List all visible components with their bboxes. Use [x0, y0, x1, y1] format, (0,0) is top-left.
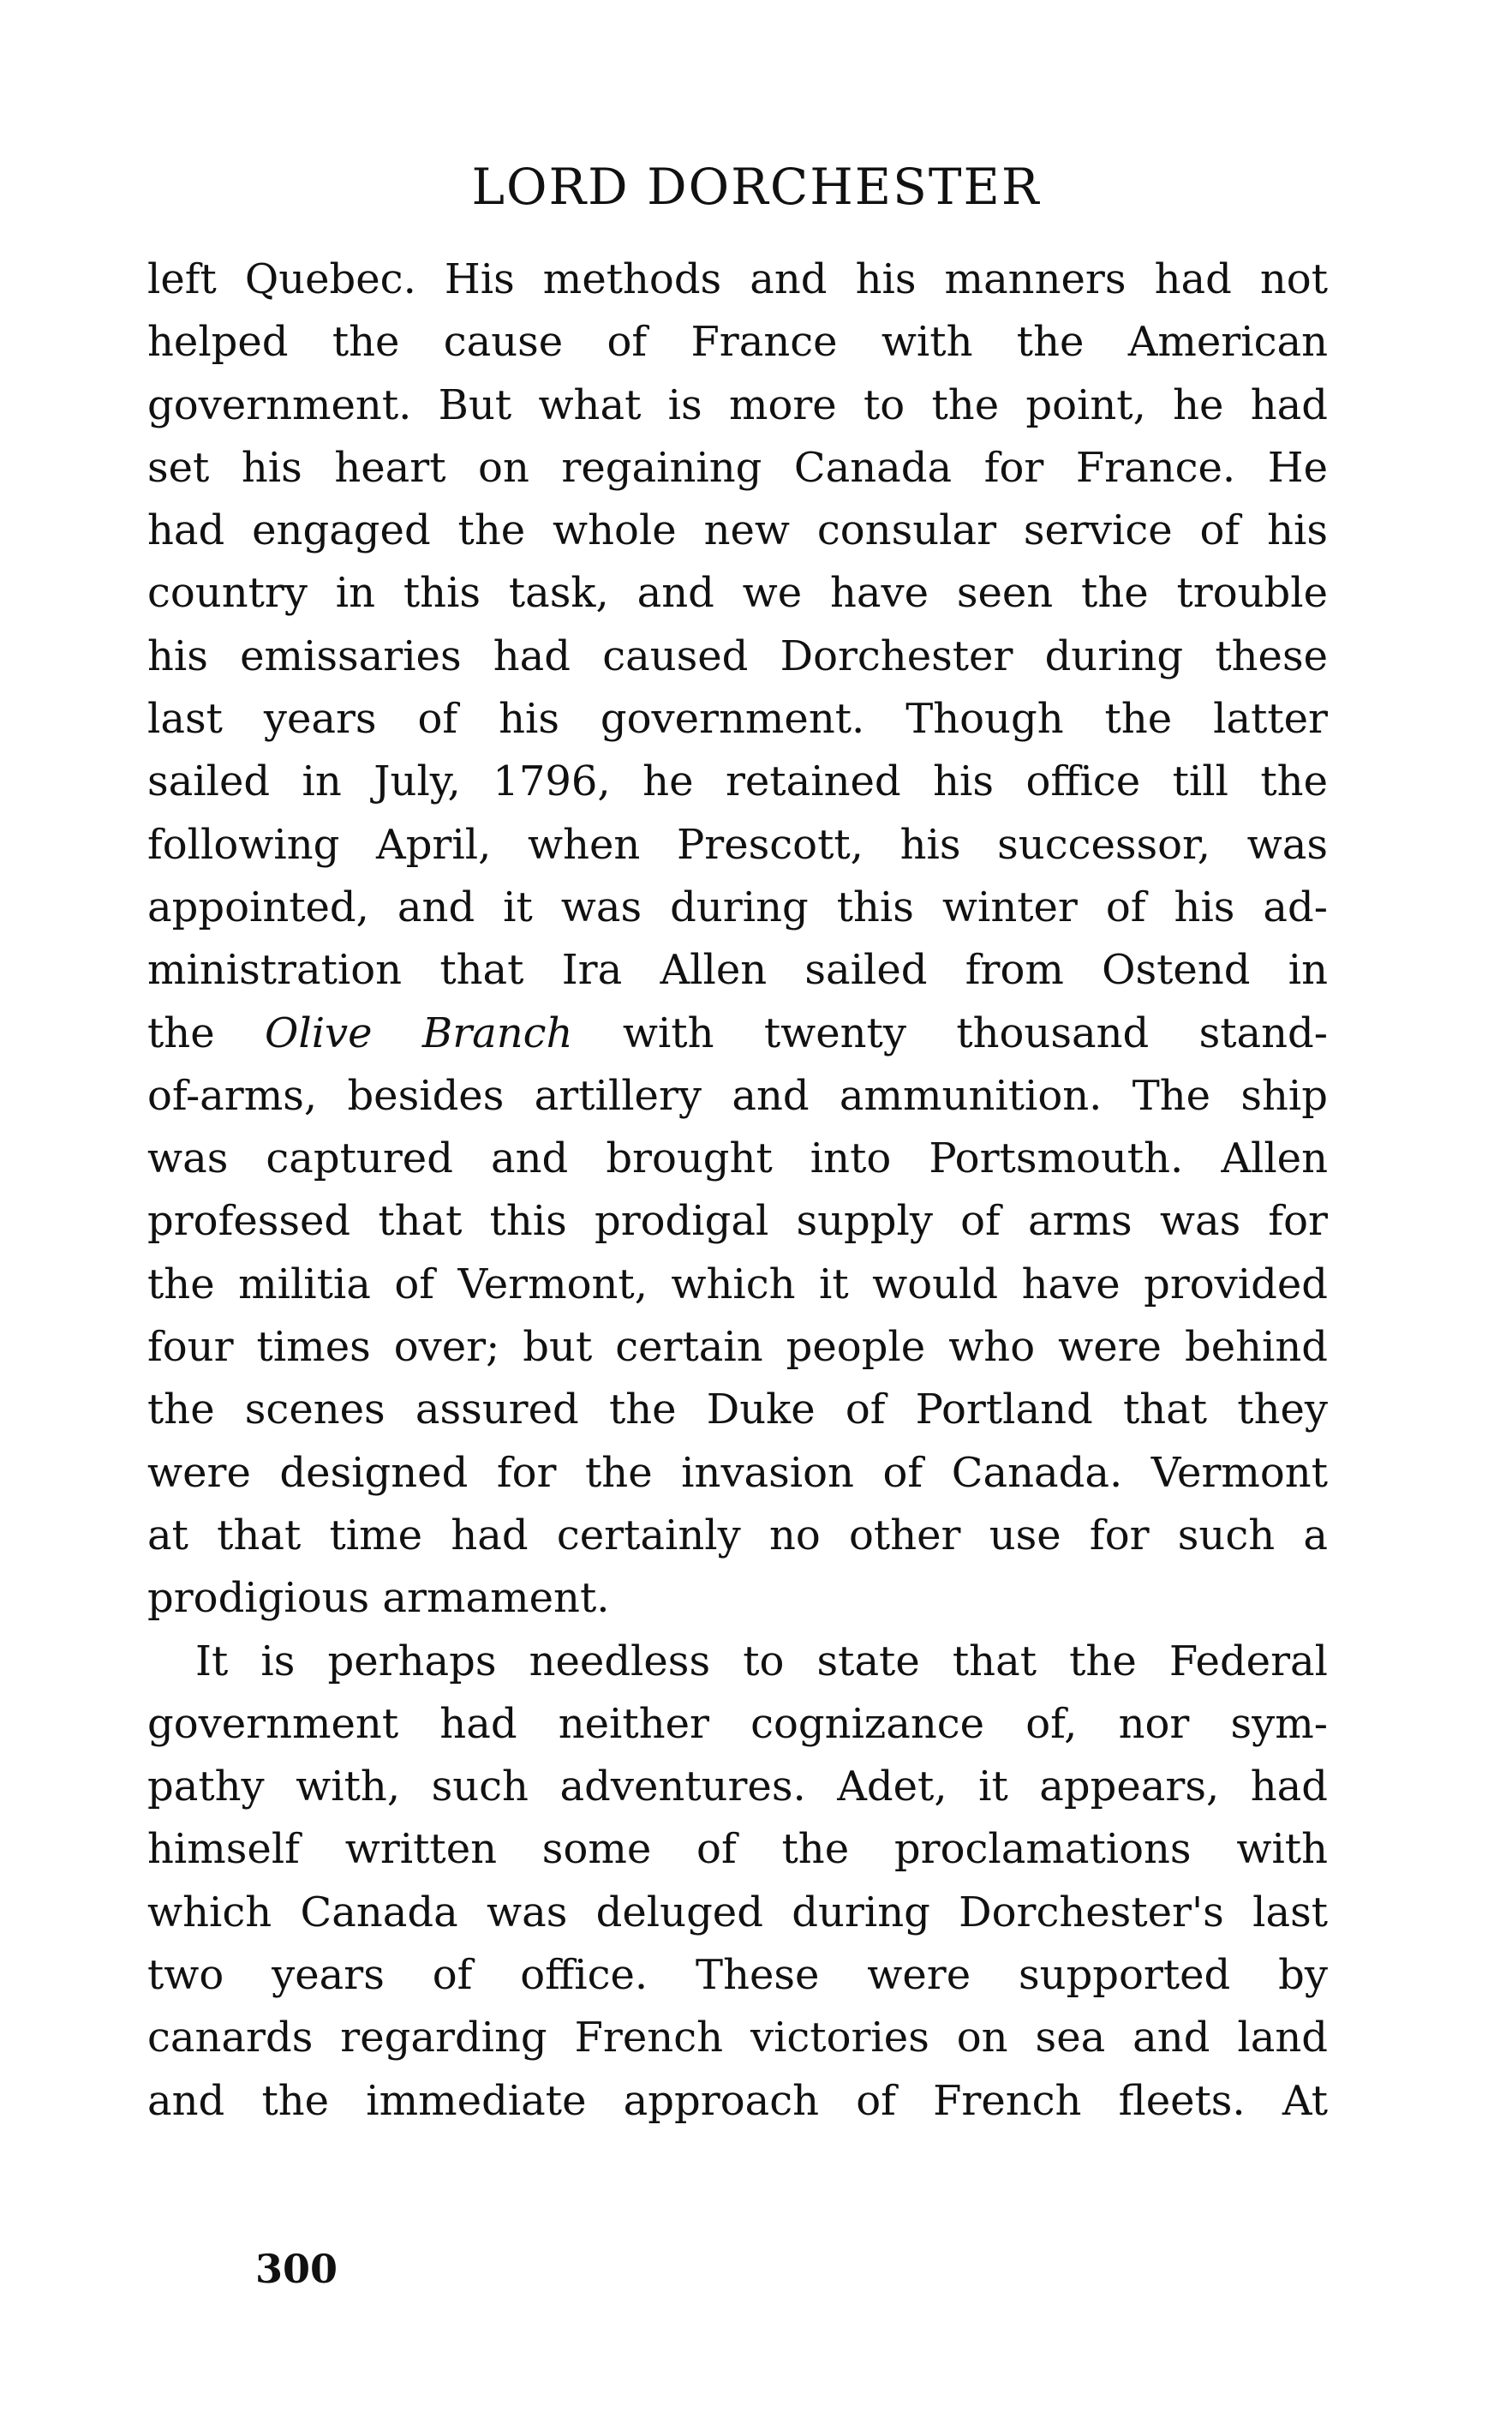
text-line: pathy with, such adventures. Adet, it appears, had	[147, 1763, 1328, 1811]
body-text	[147, 248, 1328, 2133]
text-line: canards regarding French victories on sea and land	[147, 2014, 1328, 2062]
text-line: It is perhaps needless to state that the Federal	[195, 1637, 1328, 1685]
text-line: which Canada was deluged during Dorchester's last	[147, 1888, 1328, 1936]
text-line: prodigious armament.	[147, 1574, 610, 1623]
page-number: 300	[255, 2246, 338, 2292]
text-line: last years of his government. Though the latter	[147, 695, 1328, 744]
text-line: appointed, and it was during this winter of his ad-	[147, 883, 1328, 931]
text-line: the militia of Vermont, which it would have provided	[147, 1260, 1328, 1308]
text-line: of-arms, besides artillery and ammunition. The ship	[147, 1071, 1328, 1120]
text-line: government. But what is more to the point, he had	[147, 380, 1328, 429]
text-line: ministration that Ira Allen sailed from Ostend in	[147, 946, 1328, 995]
text-line: left Quebec. His methods and his manners had not	[147, 255, 1328, 303]
text-line: country in this task, and we have seen the trouble	[147, 569, 1328, 618]
text-line: was captured and brought into Portsmouth. Allen	[147, 1134, 1328, 1183]
paragraph	[147, 248, 1328, 1631]
text-line: and the immediate approach of French fleets. At	[147, 2076, 1328, 2125]
text-fragment: the	[147, 1008, 265, 1057]
text-line: helped the cause of France with the American	[147, 318, 1328, 367]
text-line: four times over; but certain people who were behind	[147, 1323, 1328, 1372]
text-line: the scenes assured the Duke of Portland that they	[147, 1386, 1328, 1434]
text-line: two years of office. These were supported by	[147, 1951, 1328, 2000]
text-line: at that time had certainly no other use for such a	[147, 1511, 1328, 1559]
paragraph	[147, 1631, 1328, 2133]
text-fragment: with twenty thousand stand-	[572, 1008, 1328, 1057]
ship-name: Olive Branch	[264, 1008, 573, 1057]
text-line: set his heart on regaining Canada for France. He	[147, 443, 1328, 492]
text-line: government had neither cognizance of, nor sym-	[147, 1699, 1328, 1748]
text-line: following April, when Prescott, his successor, was	[147, 820, 1328, 869]
text-line-with-ship-name	[147, 1003, 1328, 1065]
running-head: LORD DORCHESTER	[471, 158, 1041, 216]
text-line: his emissaries had caused Dorchester during these	[147, 631, 1328, 680]
text-line: had engaged the whole new consular service of his	[147, 506, 1328, 555]
text-line: himself written some of the proclamations with	[147, 1825, 1328, 1874]
text-line: professed that this prodigal supply of arms was for	[147, 1197, 1328, 1246]
text-line: were designed for the invasion of Canada. Vermont	[147, 1448, 1328, 1497]
text-line: sailed in July, 1796, he retained his office till the	[147, 757, 1328, 806]
